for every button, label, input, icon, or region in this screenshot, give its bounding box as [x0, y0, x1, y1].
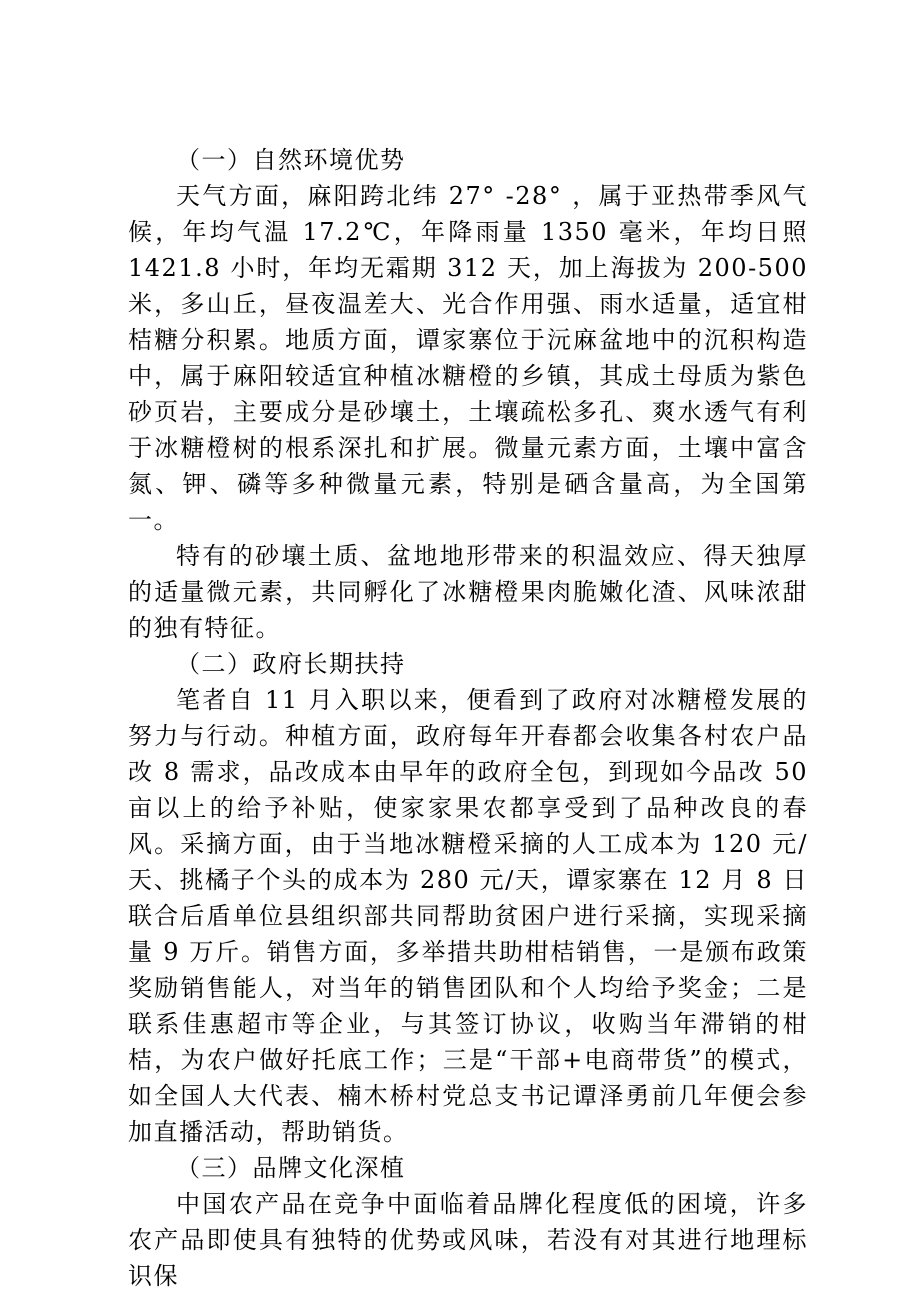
paragraph-unique-features: 特有的砂壤土质、盆地地形带来的积温效应、得天独厚的适量微元素，共同孵化了冰糖橙果肉脆嫩化渣、风味浓甜的独有特征。 — [128, 542, 808, 642]
section-heading-brand-culture: （三）品牌文化深植 — [176, 1154, 406, 1182]
document-body — [128, 142, 808, 1294]
paragraph-brand-challenge: 中国农产品在竞争中面临着品牌化程度低的困境，许多农产品即使具有独特的优势或风味，若没有对其进行地理标识保 — [128, 1190, 808, 1290]
paragraph-government-actions: 笔者自 11 月入职以来，便看到了政府对冰糖橙发展的努力与行动。种植方面，政府每年开春都会收集各村农户品改 8 需求，品改成本由早年的政府全包，到现如今品改 50 亩以上的给予补贴，使家家果农都享受到了品种改良的春风。采摘方面，由于当地冰糖橙采摘的人工成本为 120 元/天、挑橘子个头的成本为 280 元/天，谭家寨在 12 月 8 日联合后盾单位县组织部共同帮助贫困户进行采摘，实现采摘量 9 万斤。销售方面，多举措共助柑桔销售，一是颁布政策奖励销售能人，对当年的销售团队和个人均给予奖金；二是联系佳惠超市等企业，与其签订协议，收购当年滞销的柑桔，为农户做好托底工作；三是“干部+电商带货”的模式，如全国人大代表、楠木桥村党总支书记谭泽勇前几年便会参加直播活动，帮助销货。 — [128, 686, 808, 1146]
section-heading-natural-environment: （一）自然环境优势 — [176, 146, 406, 174]
paragraph-climate-geology: 天气方面，麻阳跨北纬 27° -28° ，属于亚热带季风气候，年均气温 17.2℃，年降雨量 1350 毫米，年均日照 1421.8 小时，年均无霜期 312 天，加上海拔为 200-500 米，多山丘，昼夜温差大、光合作用强、雨水适量，适宜柑桔糖分积累。地质方面，谭家寨位于沅麻盆地中的沉积构造中，属于麻阳较适宜种植冰糖橙的乡镇，其成土母质为紫色砂页岩，主要成分是砂壤土，土壤疏松多孔、爽水透气有利于冰糖橙树的根系深扎和扩展。微量元素方面，土壤中富含氮、钾、磷等多种微量元素，特别是硒含量高，为全国第一。 — [128, 182, 808, 534]
section-heading-government-support: （二）政府长期扶持 — [176, 650, 406, 678]
